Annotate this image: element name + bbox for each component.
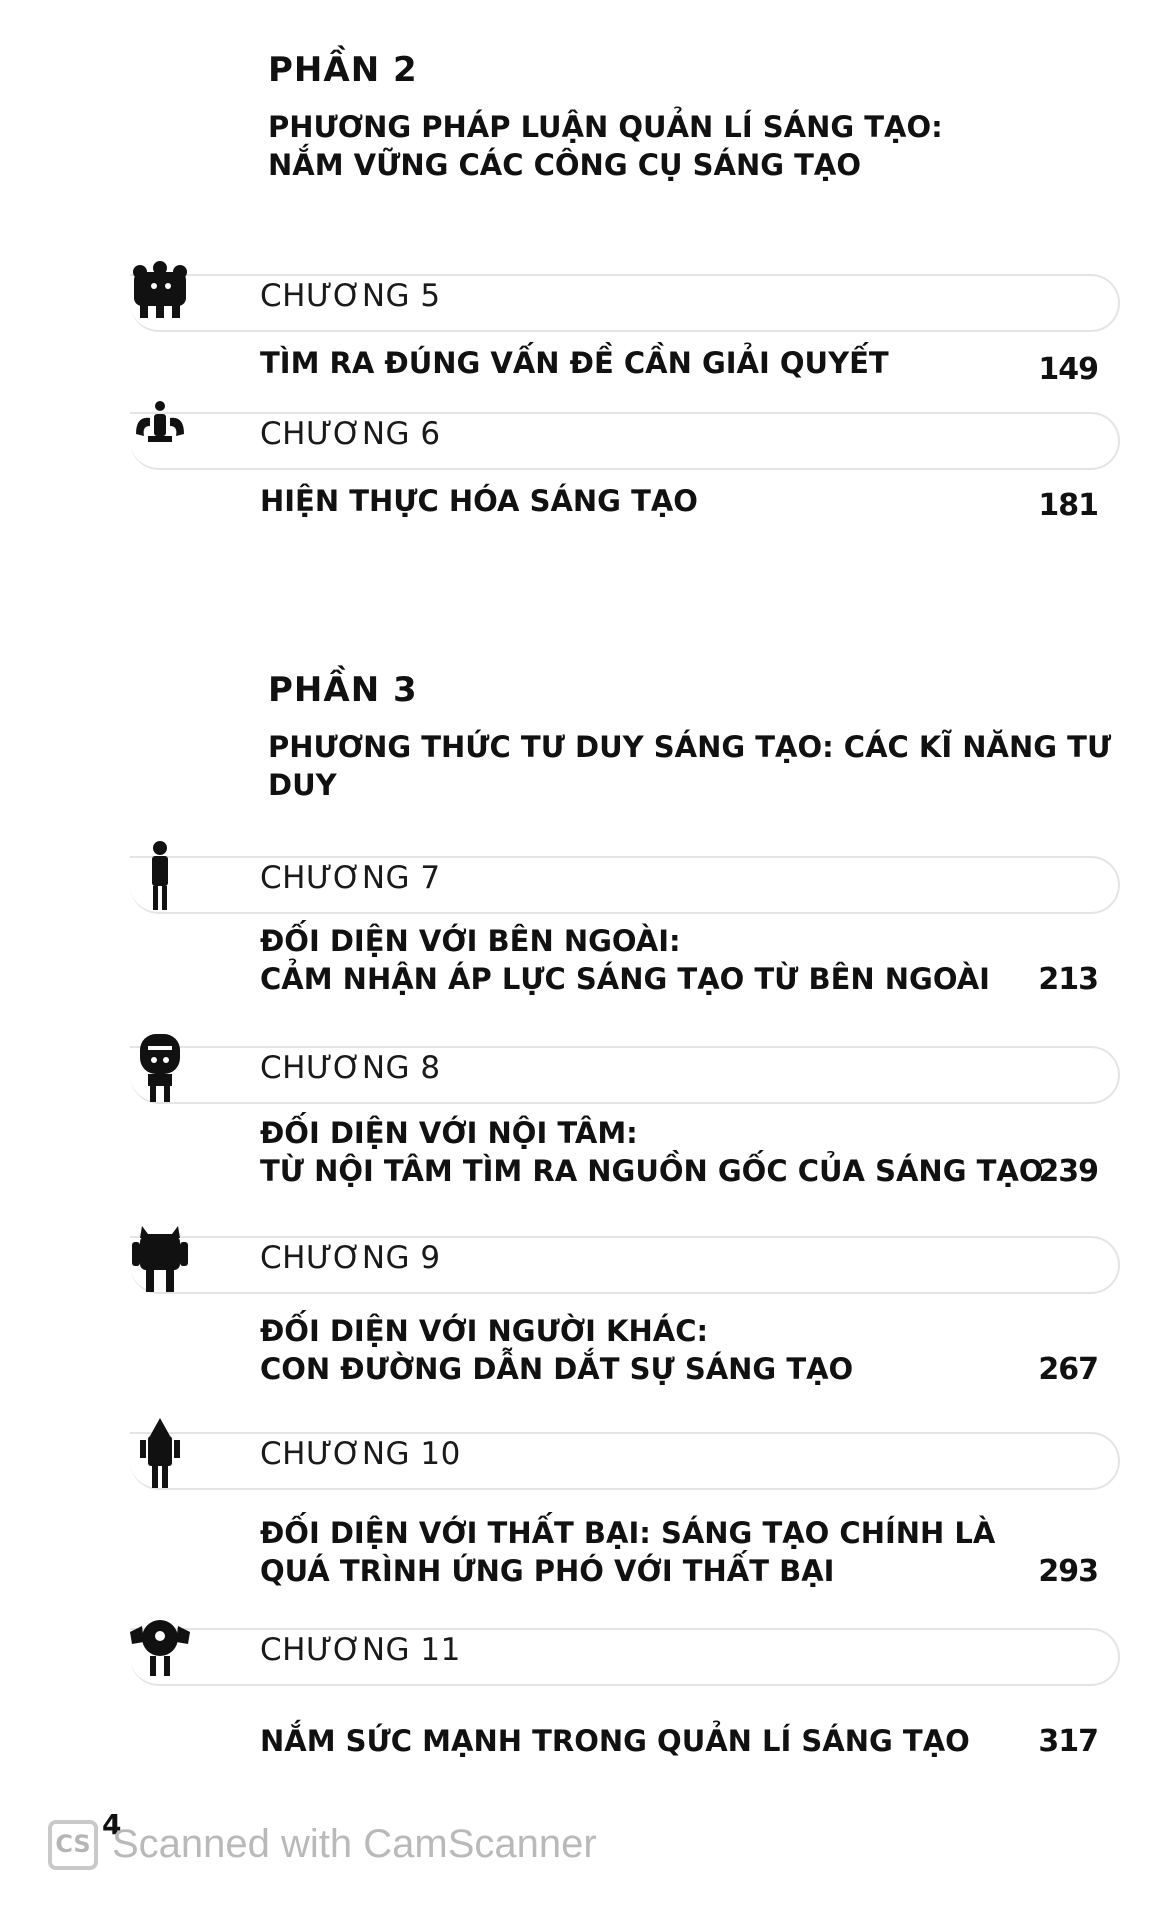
- chapter-title: [260, 1514, 995, 1590]
- bear-robot-icon: [128, 258, 192, 338]
- chapter-title-line: CON ĐƯỜNG DẪN DẮT SỰ SÁNG TẠO: [260, 1352, 854, 1386]
- part-label: PHẦN 3: [268, 670, 418, 710]
- chapter-title-line: ĐỐI DIỆN VỚI NỘI TÂM:: [260, 1116, 638, 1150]
- round-robot-icon: [128, 1030, 192, 1110]
- chapter-title-line: ĐỐI DIỆN VỚI THẤT BẠI: SÁNG TẠO CHÍNH LÀ: [260, 1516, 996, 1550]
- chapter-page-number: 293: [1038, 1554, 1098, 1589]
- chapter-title-line: NẮM SỨC MẠNH TRONG QUẢN LÍ SÁNG TẠO: [260, 1724, 970, 1758]
- part-title-line: NẮM VỮNG CÁC CÔNG CỤ SÁNG TẠO: [268, 148, 862, 182]
- chapter-label: CHƯƠNG 10: [260, 1436, 461, 1472]
- chapter-title-line: TÌM RA ĐÚNG VẤN ĐỀ CẦN GIẢI QUYẾT: [260, 346, 889, 380]
- chapter-page-number: 267: [1038, 1352, 1098, 1387]
- chapter-title: [260, 1114, 1043, 1190]
- chapter-page-number: 213: [1038, 962, 1098, 997]
- chapter-9-entry[interactable]: [120, 1220, 1120, 1400]
- chapter-page-number: 317: [1038, 1724, 1098, 1759]
- chapter-label: CHƯƠNG 11: [260, 1632, 461, 1668]
- crab-robot-icon: [128, 1612, 192, 1692]
- part-title-line: PHƯƠNG PHÁP LUẬN QUẢN LÍ SÁNG TẠO:: [268, 110, 943, 144]
- chapter-title-line: ĐỐI DIỆN VỚI BÊN NGOÀI:: [260, 924, 681, 958]
- part-label: PHẦN 2: [268, 50, 418, 90]
- chapter-page-number: 181: [1038, 488, 1098, 523]
- part-title-line: PHƯƠNG THỨC TƯ DUY SÁNG TẠO: CÁC KĨ NĂNG TƯ DUY: [268, 730, 1112, 802]
- page-number: 4: [102, 1808, 122, 1841]
- chapter-7-entry[interactable]: [120, 840, 1120, 1010]
- chapter-title: [260, 344, 889, 382]
- part-3-heading: [268, 670, 1152, 804]
- claw-robot-icon: [128, 396, 192, 476]
- chapter-page-number: 149: [1038, 352, 1098, 387]
- chapter-label: CHƯƠNG 9: [260, 1240, 441, 1276]
- chapter-page-number: 239: [1038, 1154, 1098, 1189]
- chapter-8-entry[interactable]: [120, 1030, 1120, 1200]
- part-title: [268, 108, 943, 184]
- cone-robot-icon: [128, 1416, 192, 1496]
- chapter-10-entry[interactable]: [120, 1416, 1120, 1606]
- slim-robot-icon: [128, 840, 192, 920]
- chapter-5-entry[interactable]: [120, 258, 1120, 388]
- chapter-11-entry[interactable]: [120, 1612, 1120, 1782]
- chapter-6-entry[interactable]: [120, 396, 1120, 526]
- chapter-title: [260, 482, 698, 520]
- part-2-heading: [268, 50, 943, 184]
- chapter-label: CHƯƠNG 7: [260, 860, 441, 896]
- chapter-title: [260, 1722, 970, 1760]
- chapter-title-line: HIỆN THỰC HÓA SÁNG TẠO: [260, 484, 698, 518]
- chapter-title-line: TỪ NỘI TÂM TÌM RA NGUỒN GỐC CỦA SÁNG TẠO: [260, 1154, 1044, 1188]
- scanner-watermark: Scanned with CamScanner: [112, 1822, 597, 1866]
- chapter-title: [260, 1312, 853, 1388]
- chapter-title-line: ĐỐI DIỆN VỚI NGƯỜI KHÁC:: [260, 1314, 709, 1348]
- horned-robot-icon: [128, 1220, 192, 1300]
- chapter-title-line: QUÁ TRÌNH ỨNG PHÓ VỚI THẤT BẠI: [260, 1554, 835, 1588]
- chapter-label: CHƯƠNG 6: [260, 416, 441, 452]
- part-title: [268, 728, 1152, 804]
- chapter-label: CHƯƠNG 5: [260, 278, 441, 314]
- chapter-label: CHƯƠNG 8: [260, 1050, 441, 1086]
- chapter-title: [260, 922, 990, 998]
- camscanner-logo-icon: CS: [48, 1820, 98, 1870]
- chapter-title-line: CẢM NHẬN ÁP LỰC SÁNG TẠO TỪ BÊN NGOÀI: [260, 962, 990, 996]
